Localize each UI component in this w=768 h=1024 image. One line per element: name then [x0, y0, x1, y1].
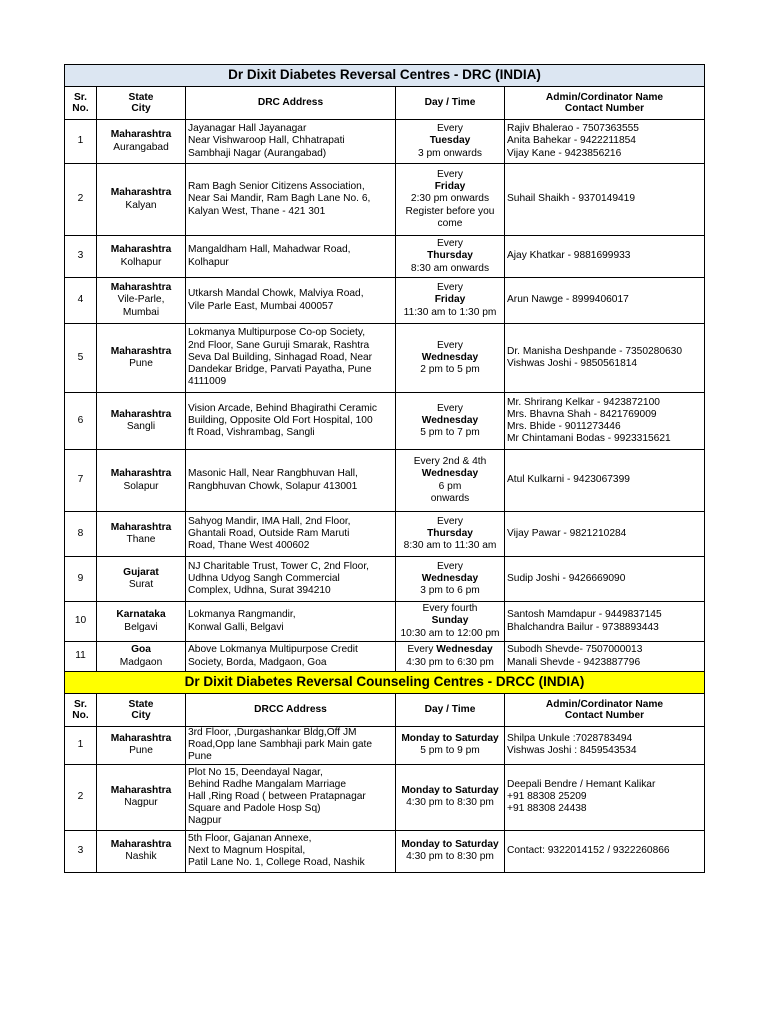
contact-line: Bhalchandra Bailur - 9738893443 [507, 621, 659, 633]
time-line: come [437, 217, 463, 229]
address-line: Konwal Galli, Belgavi [188, 621, 284, 633]
day-label: Friday [434, 181, 466, 193]
header-city: City [131, 103, 151, 114]
day-time-cell [396, 164, 505, 236]
time-line [398, 644, 502, 656]
address-line: Complex, Udhna, Surat 394210 [188, 585, 331, 597]
state-name: Goa [131, 644, 151, 656]
state-city-cell [97, 727, 186, 765]
address-line: Society, Borda, Madgaon, Goa [188, 656, 327, 668]
table-row [65, 764, 705, 830]
table-row [65, 557, 705, 602]
contact-line: Suhail Shaikh - 9370149419 [507, 193, 636, 205]
contact-cell [505, 642, 705, 672]
day-label: Wednesday [421, 468, 479, 480]
city-name: Aurangabad [113, 141, 169, 153]
contact-cell [505, 557, 705, 602]
time-line: onwards [430, 492, 470, 504]
time-line: Every [436, 560, 464, 572]
address-line: Road,Opp lane Sambhaji park Main gate [188, 739, 373, 751]
day-label: Wednesday [436, 644, 493, 656]
header-admin-name: Admin/Cordinator Name [545, 698, 664, 710]
address-cell [186, 727, 396, 765]
contact-line: Dr. Manisha Deshpande - 7350280630 [507, 345, 683, 357]
city-name: Vile-Parle, [117, 294, 165, 306]
table-row [65, 512, 705, 557]
contact-line: Arun Nawge - 8999406017 [507, 294, 629, 306]
time-line: Register before you [405, 205, 495, 217]
contact-cell [505, 602, 705, 642]
address-line: 4111009 [188, 376, 227, 388]
header-state-city [97, 87, 186, 120]
header-sr [65, 694, 97, 727]
time-line: 8:30 am onwards [410, 262, 490, 274]
day-label: Sunday [431, 615, 469, 627]
address-line: Hall ,Ring Road ( between Pratapnagar [188, 791, 366, 802]
contact-line: +91 88308 24438 [507, 803, 587, 815]
address-line: Vile Parle East, Mumbai 400057 [188, 300, 334, 312]
address-cell [186, 164, 396, 236]
state-city-cell [97, 602, 186, 642]
time-line: Every [436, 168, 464, 180]
day-label: Friday [434, 294, 466, 306]
day-label: Thursday [427, 527, 473, 539]
contact-line: Subodh Shevde- 7507000013 [507, 644, 643, 656]
contact-cell [505, 727, 705, 765]
state-name: Maharashtra [110, 345, 172, 357]
contact-line: Vishwas Joshi - 9850561814 [507, 358, 638, 369]
time-line: 8:30 am to 11:30 am [403, 540, 497, 552]
time-line: Every [436, 123, 464, 135]
contact-cell [505, 512, 705, 557]
header-sr-line2: No. [72, 710, 89, 721]
city-name: Madgaon [119, 656, 163, 668]
address-cell [186, 557, 396, 602]
header-sr-line2: No. [72, 103, 89, 114]
day-time-cell [396, 830, 505, 872]
table-row [65, 830, 705, 872]
address-cell [186, 512, 396, 557]
table-row [65, 450, 705, 512]
day-time-cell [396, 557, 505, 602]
address-cell [186, 450, 396, 512]
city-name: Thane [126, 534, 156, 545]
drc-banner-row [65, 65, 705, 87]
day-time-cell [396, 278, 505, 324]
state-name: Maharashtra [110, 244, 172, 256]
contact-cell [505, 278, 705, 324]
table-row [65, 324, 705, 393]
address-line: Building, Opposite Old Fort Hospital, 100 [188, 414, 373, 426]
contact-line: Atul Kulkarni - 9423067399 [507, 474, 630, 486]
table-row [65, 120, 705, 164]
address-line: 2nd Floor, Sane Guruji Smarak, Rashtra [188, 339, 370, 351]
header-state: State [128, 698, 154, 710]
state-city-cell [97, 450, 186, 512]
address-line: Rangbhuvan Chowk, Solapur 413001 [188, 480, 358, 492]
address-line: Vision Arcade, Behind Bhagirathi Ceramic [188, 402, 377, 414]
city-name: Surat [128, 579, 154, 590]
day-time-cell [396, 236, 505, 278]
state-name: Maharashtra [110, 129, 172, 141]
address-line: 3rd Floor, ,Durgashankar Bldg,Off JM [188, 727, 357, 738]
time-line: 3 pm onwards [418, 147, 482, 159]
address-line: Jayanagar Hall Jayanagar [188, 123, 307, 135]
sr-number: 9 [65, 557, 97, 602]
day-label: Wednesday [421, 414, 479, 426]
table-body [65, 65, 705, 873]
address-line: Dandekar Bridge, Parvati Payatha, Pune [188, 364, 372, 376]
state-name: Maharashtra [110, 521, 172, 533]
contact-line: Sudip Joshi - 9426669090 [507, 572, 626, 584]
day-time-cell [396, 324, 505, 393]
state-city-cell [97, 830, 186, 872]
sr-number: 10 [65, 602, 97, 642]
address-line: NJ Charitable Trust, Tower C, 2nd Floor, [188, 560, 369, 572]
time-line: 2:30 pm onwards [410, 193, 490, 205]
day-label: Monday to Saturday [401, 784, 499, 796]
table-row [65, 642, 705, 672]
day-label: Wednesday [421, 572, 479, 584]
day-time-cell [396, 120, 505, 164]
contact-cell [505, 450, 705, 512]
contact-cell [505, 830, 705, 872]
address-line: Square and Padole Hosp Sq) [188, 803, 321, 815]
state-name: Maharashtra [110, 468, 172, 480]
city-name: Solapur [123, 480, 159, 492]
sr-number: 5 [65, 324, 97, 393]
address-line: Nagpur [188, 815, 222, 827]
address-line: Utkarsh Mandal Chowk, Malviya Road, [188, 288, 364, 300]
state-name: Maharashtra [110, 838, 172, 850]
address-line: Lokmanya Multipurpose Co-op Society, [188, 327, 366, 339]
day-time-cell [396, 512, 505, 557]
time-line: 2 pm to 5 pm [420, 364, 480, 376]
state-name: Karnataka [116, 609, 166, 621]
state-city-cell [97, 764, 186, 830]
time-line: 3 pm to 6 pm [420, 585, 480, 597]
address-cell [186, 602, 396, 642]
time-line: 5 pm to 9 pm [420, 745, 480, 757]
time-line: Every 2nd & 4th [413, 456, 487, 468]
address-line: Ram Bagh Senior Citizens Association, [188, 181, 365, 193]
state-city-cell [97, 120, 186, 164]
time-line: 11:30 am to 1:30 pm [403, 306, 497, 318]
day-time-cell [396, 393, 505, 450]
address-line: Kalyan West, Thane - 421 301 [188, 205, 326, 217]
time-line: Every [436, 238, 464, 250]
table-row [65, 602, 705, 642]
header-sr-line1: Sr. [73, 698, 88, 710]
day-label: Monday to Saturday [401, 838, 499, 850]
address-line: Near Sai Mandir, Ram Bagh Lane No. 6, [188, 193, 371, 205]
header-admin [505, 694, 705, 727]
city-name-line2: Mumbai [122, 306, 160, 318]
time-line: 6 pm [438, 480, 462, 492]
contact-line: Vijay Kane - 9423856216 [507, 147, 622, 159]
address-line: Ghantali Road, Outside Ram Maruti [188, 527, 350, 539]
address-cell [186, 393, 396, 450]
contact-cell [505, 393, 705, 450]
sr-number: 4 [65, 278, 97, 324]
contact-cell [505, 164, 705, 236]
header-admin [505, 87, 705, 120]
contact-line: +91 88308 25209 [507, 791, 587, 802]
contact-line: Manali Shevde - 9423887796 [507, 656, 641, 668]
contact-line: Shilpa Unkule :7028783494 [507, 733, 633, 745]
state-name: Maharashtra [110, 784, 172, 796]
contact-cell [505, 236, 705, 278]
centres-table [64, 64, 705, 873]
contact-line: Mrs. Bhide - 9011273446 [507, 421, 621, 432]
address-cell [186, 278, 396, 324]
address-line: Pune [188, 751, 212, 763]
city-name: Sangli [126, 421, 156, 432]
city-name: Pune [129, 358, 153, 369]
header-state: State [128, 91, 154, 103]
state-name: Maharashtra [110, 187, 172, 199]
sr-number: 6 [65, 393, 97, 450]
address-line: Behind Radhe Mangalam Marriage [188, 778, 346, 790]
header-contact-number: Contact Number [564, 710, 645, 721]
sr-number: 1 [65, 120, 97, 164]
state-city-cell [97, 393, 186, 450]
time-line: Every [436, 282, 464, 294]
address-line: Near Vishwaroop Hall, Chhatrapati [188, 135, 345, 147]
address-line: Road, Thane West 400602 [188, 540, 310, 552]
table-row [65, 236, 705, 278]
contact-line: Deepali Bendre / Hemant Kalikar [507, 778, 656, 790]
contact-cell [505, 764, 705, 830]
day-label: Monday to Saturday [401, 733, 499, 745]
address-cell [186, 830, 396, 872]
contact-line: Contact: 9322014152 / 9322260866 [507, 845, 670, 856]
time-line: Every [436, 339, 464, 351]
contact-line: Vijay Pawar - 9821210284 [507, 527, 627, 539]
address-line: Sahyog Mandir, IMA Hall, 2nd Floor, [188, 515, 351, 527]
day-label: Wednesday [421, 351, 479, 363]
city-name: Pune [129, 745, 153, 757]
address-cell [186, 236, 396, 278]
contact-cell [505, 120, 705, 164]
header-sr-line1: Sr. [73, 91, 88, 103]
time-line: Every [436, 515, 464, 527]
day-time-cell [396, 764, 505, 830]
sr-number: 1 [65, 727, 97, 765]
address-line: Next to Magnum Hospital, [188, 845, 306, 856]
contact-line: Mr Chintamani Bodas - 9923315621 [507, 433, 671, 445]
drcc-header-row [65, 694, 705, 727]
day-time-cell [396, 727, 505, 765]
time-line: 4:30 pm to 8:30 pm [406, 851, 494, 863]
drc-header-row [65, 87, 705, 120]
city-name: Nagpur [124, 797, 158, 809]
time-line: 10:30 am to 12:00 pm [400, 627, 500, 639]
state-city-cell [97, 512, 186, 557]
address-line: Udhna Udyog Sangh Commercial [188, 572, 340, 584]
address-cell [186, 120, 396, 164]
city-name: Belgavi [124, 621, 158, 633]
state-city-cell [97, 324, 186, 393]
address-line: Lokmanya Rangmandir, [188, 609, 296, 621]
city-name: Kolhapur [120, 256, 162, 268]
contact-line: Anita Bahekar - 9422211854 [507, 135, 636, 147]
time-hours: 4:30 pm to 6:30 pm [406, 656, 494, 668]
state-city-cell [97, 557, 186, 602]
table-row [65, 164, 705, 236]
sr-number: 8 [65, 512, 97, 557]
address-cell [186, 324, 396, 393]
state-name: Gujarat [123, 566, 159, 578]
table-row [65, 393, 705, 450]
sr-number: 2 [65, 764, 97, 830]
state-city-cell [97, 236, 186, 278]
sr-number: 2 [65, 164, 97, 236]
drcc-banner-row [65, 672, 705, 694]
header-city: City [131, 710, 151, 721]
time-prefix: Every [407, 644, 437, 656]
table-row [65, 727, 705, 765]
address-line: 5th Floor, Gajanan Annexe, [188, 832, 312, 844]
state-city-cell [97, 642, 186, 672]
state-city-cell [97, 164, 186, 236]
contact-line: Mr. Shrirang Kelkar - 9423872100 [507, 396, 660, 408]
header-contact-number: Contact Number [564, 103, 645, 114]
state-name: Maharashtra [110, 733, 172, 745]
time-line: 5 pm to 7 pm [420, 427, 480, 439]
address-line: ft Road, Vishrambag, Sangli [188, 427, 315, 439]
state-name: Maharashtra [110, 282, 172, 294]
contact-line: Rajiv Bhalerao - 7507363555 [507, 123, 639, 135]
address-line: Sambhaji Nagar (Aurangabad) [188, 147, 327, 159]
state-name: Maharashtra [110, 408, 172, 420]
sr-number: 7 [65, 450, 97, 512]
state-city-cell [97, 278, 186, 324]
header-day-time: Day / Time [396, 87, 505, 120]
sr-number: 3 [65, 236, 97, 278]
address-line: Masonic Hall, Near Rangbhuvan Hall, [188, 468, 358, 480]
address-cell [186, 642, 396, 672]
header-state-city [97, 694, 186, 727]
header-day-time: Day / Time [396, 694, 505, 727]
sr-number: 11 [65, 642, 97, 672]
contact-line: Ajay Khatkar - 9881699933 [507, 250, 631, 262]
header-sr [65, 87, 97, 120]
day-time-cell [396, 450, 505, 512]
time-line: Every fourth [422, 603, 478, 615]
city-name: Kalyan [125, 199, 157, 211]
day-time-cell [396, 642, 505, 672]
sr-number: 3 [65, 830, 97, 872]
address-line: Plot No 15, Deendayal Nagar, [188, 766, 323, 778]
day-label: Thursday [427, 250, 473, 262]
address-line: Patil Lane No. 1, College Road, Nashik [188, 857, 365, 869]
time-line: 4:30 pm to 8:30 pm [406, 797, 494, 809]
day-label: Tuesday [429, 135, 471, 147]
address-line: Above Lokmanya Multipurpose Credit [188, 644, 358, 656]
address-line: Seva Dal Building, Sinhagad Road, Near [188, 351, 373, 363]
contact-line: Santosh Mamdapur - 9449837145 [507, 609, 662, 621]
header-admin-name: Admin/Cordinator Name [545, 91, 664, 103]
contact-cell [505, 324, 705, 393]
table-row [65, 278, 705, 324]
address-cell [186, 764, 396, 830]
address-line: Mangaldham Hall, Mahadwar Road, [188, 244, 351, 256]
header-address: DRCC Address [186, 694, 396, 727]
header-address: DRC Address [186, 87, 396, 120]
contact-line: Mrs. Bhavna Shah - 8421769009 [507, 408, 657, 420]
address-line: Kolhapur [188, 256, 229, 268]
drcc-title: Dr Dixit Diabetes Reversal Counseling Centres - DRCC (INDIA) [65, 672, 705, 694]
centres-document [64, 64, 704, 873]
city-name: Nashik [125, 851, 157, 863]
contact-line: Vishwas Joshi : 8459543534 [507, 745, 637, 757]
drc-title: Dr Dixit Diabetes Reversal Centres - DRC (INDIA) [65, 65, 705, 87]
time-line: Every [436, 402, 464, 414]
day-time-cell [396, 602, 505, 642]
